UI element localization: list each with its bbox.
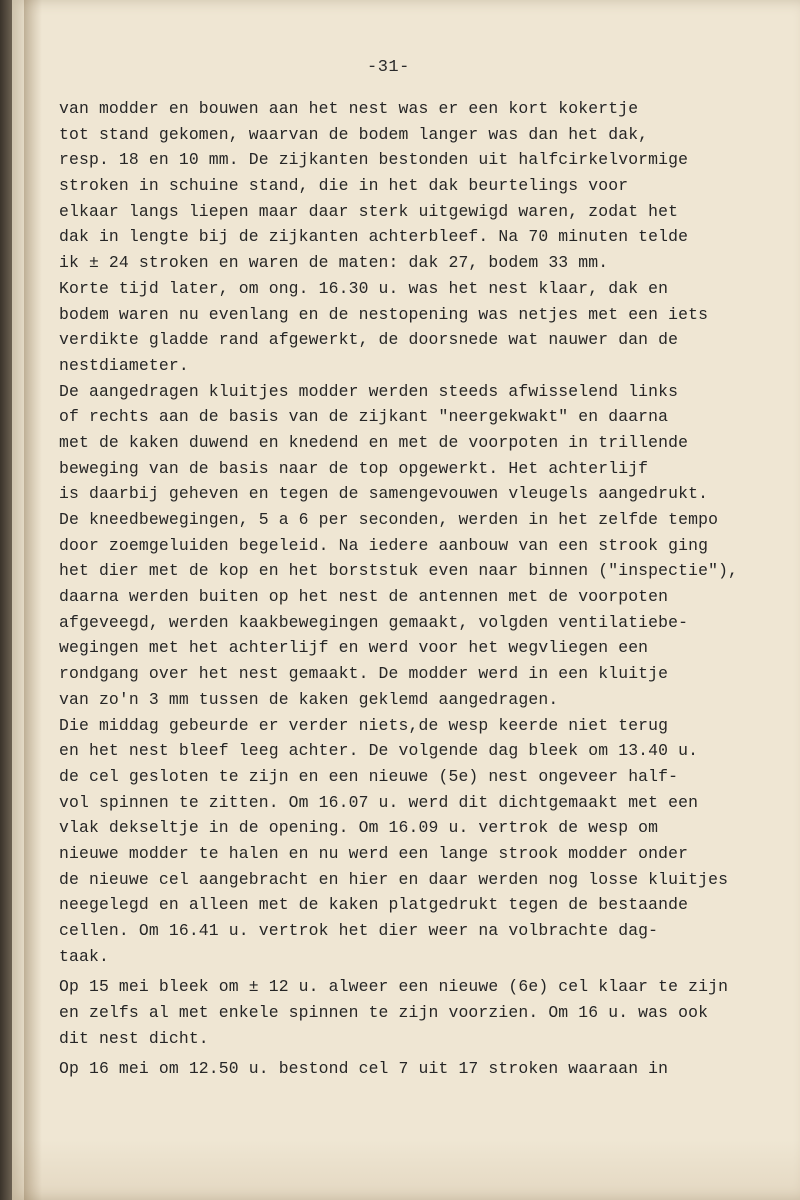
- text-line: daarna werden buiten op het nest de antennen met de voorpoten: [59, 587, 669, 607]
- text-line: met de kaken duwend en knedend en met de voorpoten in trillende: [59, 432, 689, 452]
- text-line: is daarbij geheven en tegen de samengevouwen vleugels aangedrukt.: [59, 484, 709, 504]
- text-line: afgeveegd, werden kaakbewegingen gemaakt, volgden ventilatiebe-: [59, 612, 689, 632]
- text-line: het dier met de kop en het borststuk even naar binnen ("inspectie"),: [59, 561, 739, 581]
- text-line: resp. 18 en 10 mm. De zijkanten bestonden uit halfcirkelvormige: [59, 150, 689, 170]
- text-line: verdikte gladde rand afgewerkt, de doorsnede wat nauwer dan de: [59, 330, 679, 350]
- page-edge: [0, 0, 12, 1200]
- document-page: [12, 0, 800, 1200]
- page-bottom-shade: [12, 1140, 800, 1200]
- text-line: Op 16 mei om 12.50 u. bestond cel 7 uit 17 stroken waaraan in: [59, 1059, 669, 1079]
- text-line: van modder en bouwen aan het nest was er een kort kokertje: [59, 99, 639, 118]
- text-line: de cel gesloten te zijn en een nieuwe (5e) nest ongeveer half-: [59, 766, 679, 786]
- text-line: De aangedragen kluitjes modder werden steeds afwisselend links: [59, 381, 679, 401]
- text-line: wegingen met het achterlijf en werd voor het wegvliegen een: [59, 638, 649, 658]
- text-line: nestdiameter.: [59, 355, 189, 375]
- text-line: van zo'n 3 mm tussen de kaken geklemd aangedragen.: [59, 689, 559, 709]
- text-line: Op 15 mei bleek om ± 12 u. alweer een nieuwe (6e) cel klaar te zijn: [59, 977, 729, 997]
- text-line: door zoemgeluiden begeleid. Na iedere aanbouw van een strook ging: [59, 535, 709, 555]
- text-line: dak in lengte bij de zijkanten achterbleef. Na 70 minuten telde: [59, 227, 689, 247]
- text-line: vlak dekseltje in de opening. Om 16.09 u. vertrok de wesp om: [59, 818, 659, 838]
- text-line: taak.: [59, 946, 109, 966]
- text-line: dit nest dicht.: [59, 1028, 209, 1048]
- text-line: rondgang over het nest gemaakt. De modder werd in een kluitje: [59, 664, 669, 684]
- text-line: beweging van de basis naar de top opgewerkt. Het achterlijf: [59, 458, 649, 478]
- text-line: vol spinnen te zitten. Om 16.07 u. werd dit dichtgemaakt met een: [59, 792, 699, 812]
- text-line: en het nest bleef leeg achter. De volgende dag bleek om 13.40 u.: [59, 741, 699, 761]
- text-line: elkaar langs liepen maar daar sterk uitgewigd waren, zodat het: [59, 201, 679, 221]
- typed-text-body: [59, 96, 799, 1082]
- text-line: cellen. Om 16.41 u. vertrok het dier weer na volbrachte dag-: [59, 921, 659, 940]
- text-line: nieuwe modder te halen en nu werd een lange strook modder onder: [59, 843, 689, 863]
- binding-shade: [24, 0, 42, 1200]
- text-line: Die middag gebeurde er verder niets,de wesp keerde niet terug: [59, 715, 669, 735]
- text-line: ik ± 24 stroken en waren de maten: dak 27, bodem 33 mm.: [59, 253, 609, 273]
- text-line: stroken in schuine stand, die in het dak beurtelings voor: [59, 176, 629, 196]
- text-line: Korte tijd later, om ong. 16.30 u. was het nest klaar, dak en: [59, 278, 669, 298]
- page-number: -31-: [367, 58, 410, 77]
- text-line: en zelfs al met enkele spinnen te zijn voorzien. Om 16 u. was ook: [59, 1003, 709, 1023]
- text-line: neegelegd en alleen met de kaken platgedrukt tegen de bestaande: [59, 895, 689, 915]
- text-line: de nieuwe cel aangebracht en hier en daar werden nog losse kluitjes: [59, 869, 729, 889]
- text-line: De kneedbewegingen, 5 a 6 per seconden, werden in het zelfde tempo: [59, 510, 719, 529]
- text-line: of rechts aan de basis van de zijkant "neergekwakt" en daarna: [59, 407, 669, 427]
- text-line: tot stand gekomen, waarvan de bodem langer was dan het dak,: [59, 124, 649, 144]
- text-line: bodem waren nu evenlang en de nestopening was netjes met een iets: [59, 304, 709, 324]
